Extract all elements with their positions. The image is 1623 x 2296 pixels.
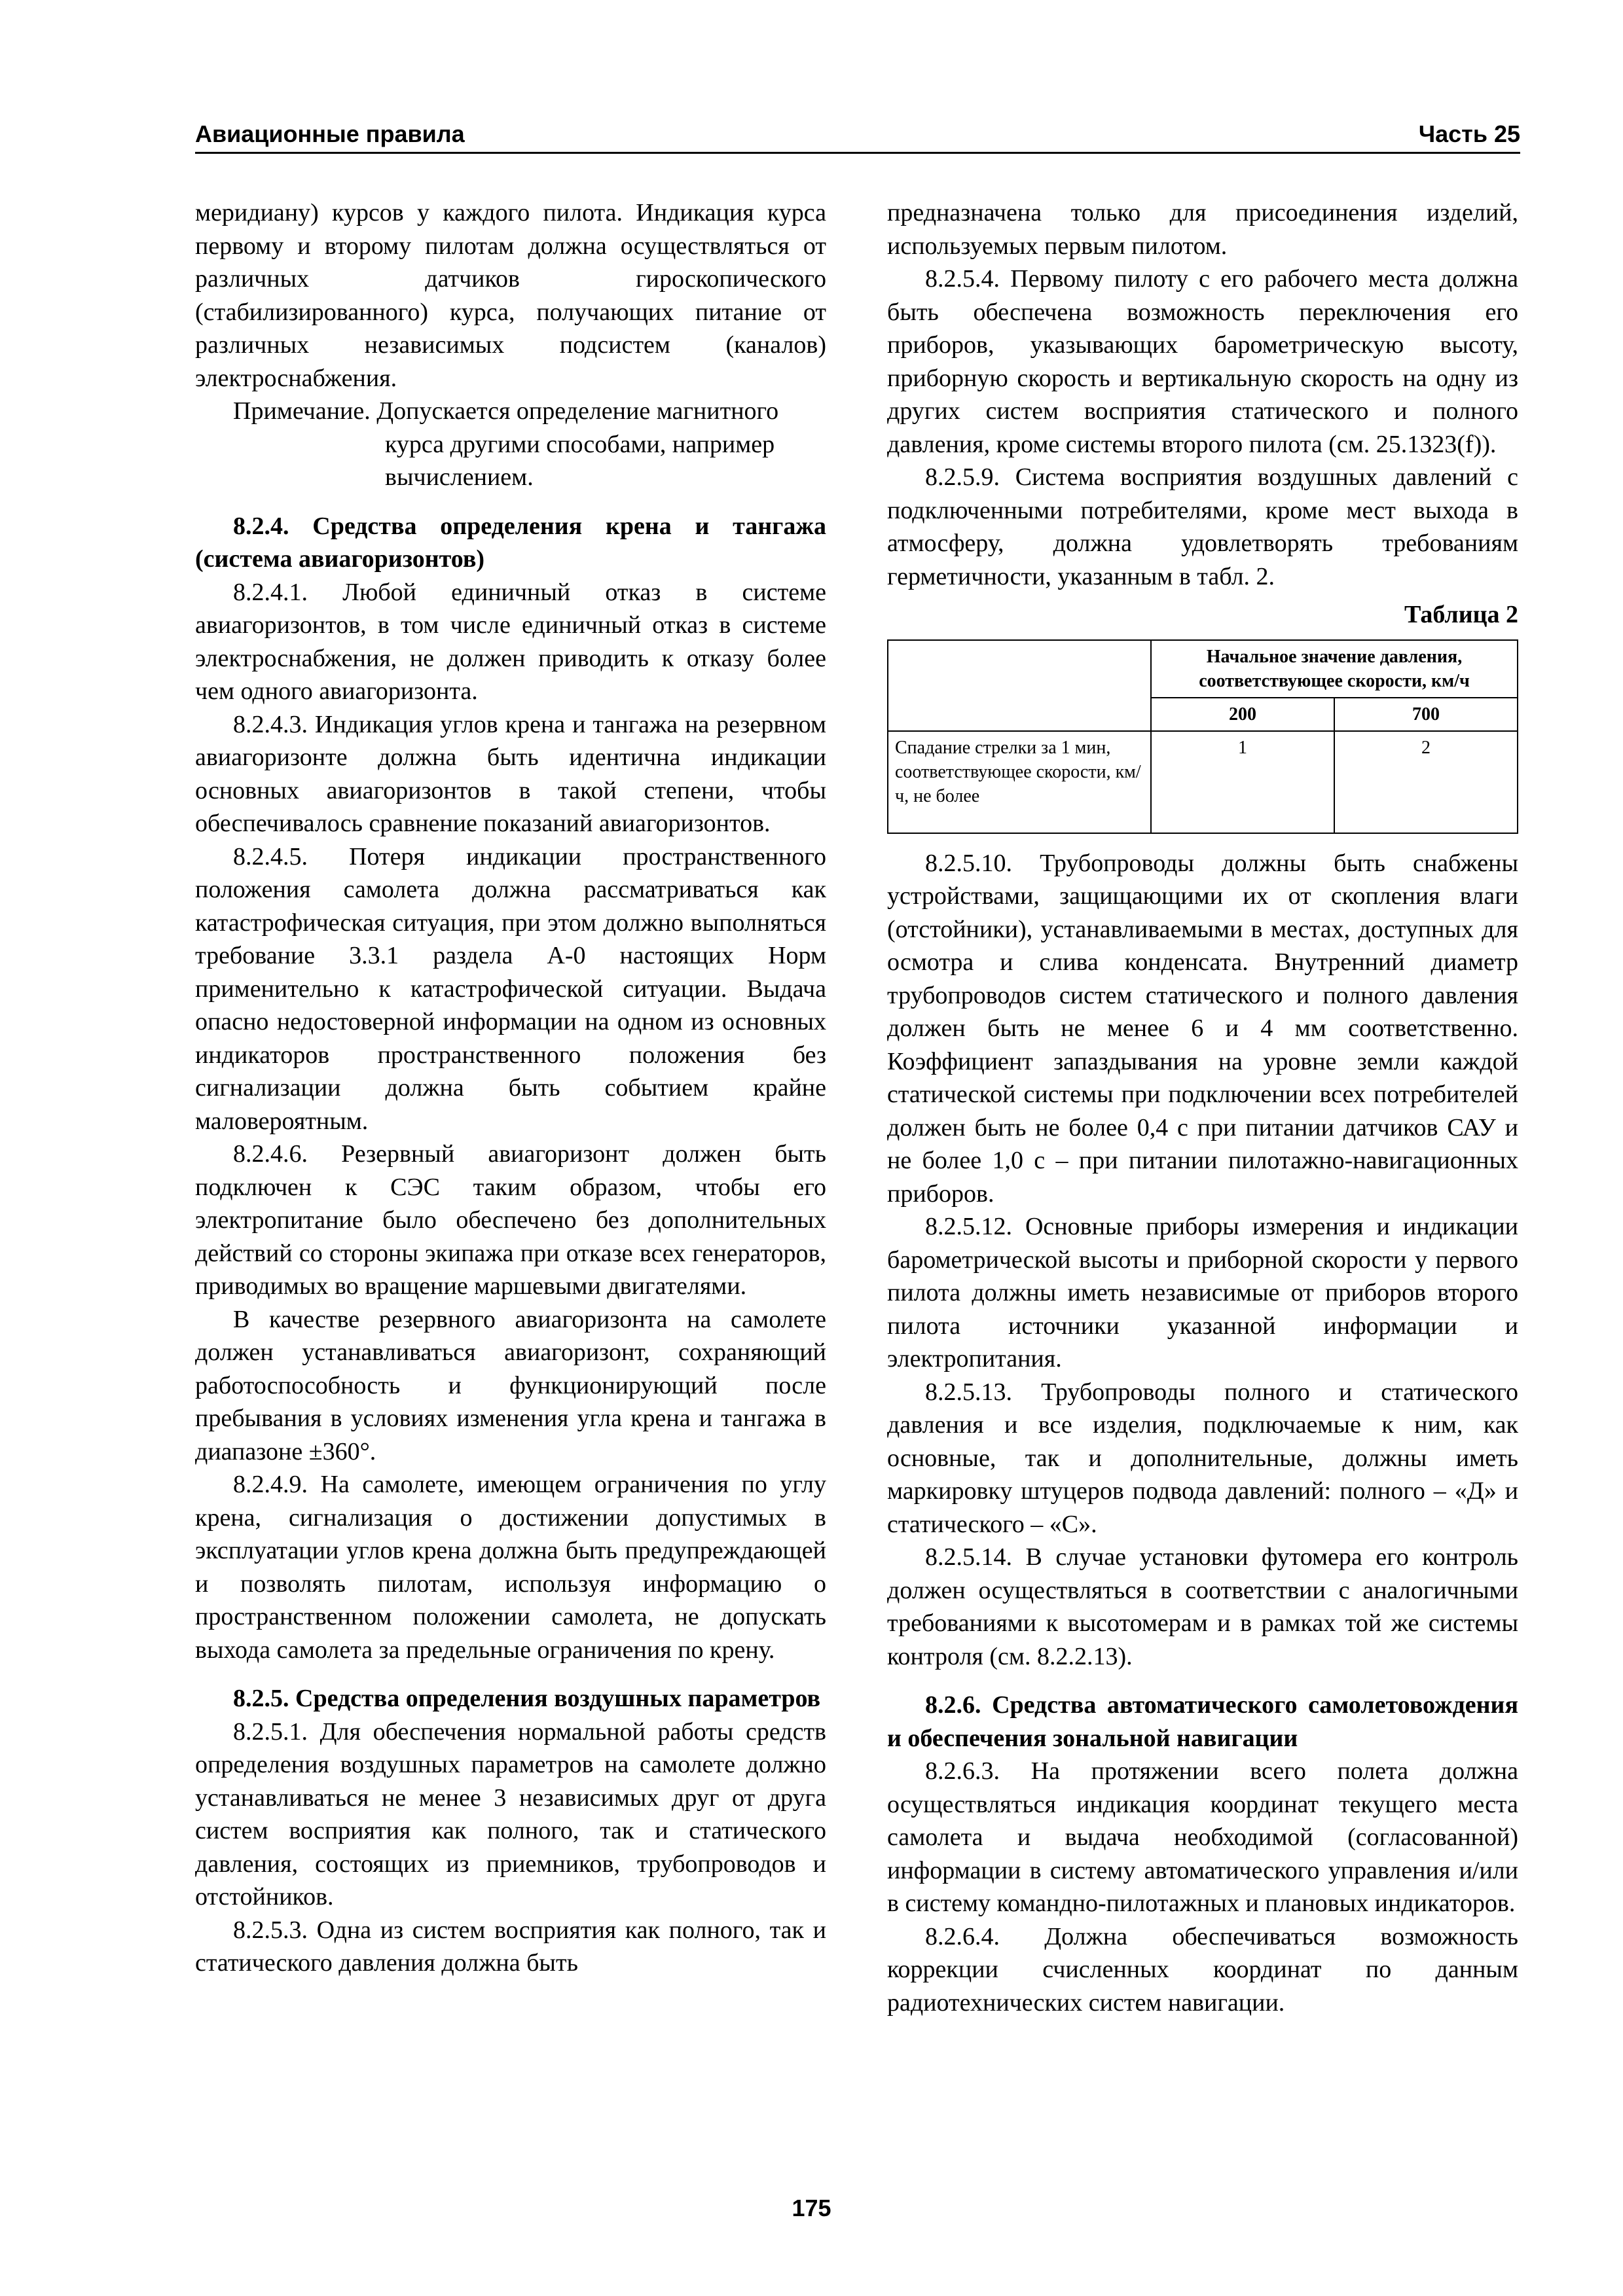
note-text: Допускается определение магнитного курса другими способами, например вычислением. bbox=[376, 397, 779, 491]
header-part: Часть 25 bbox=[1418, 120, 1520, 147]
paragraph-8-2-6-4: 8.2.6.4. Должна обеспечиваться возможность коррекции счисленных координат по данным радиотехнических систем навигации. bbox=[887, 1922, 1518, 2017]
paragraph-8-2-5-13: 8.2.5.13. Трубопроводы полного и статического давления и все изделия, подключаемые к ним, как основные, так и дополнительные, должны иметь маркировку штуцеров подвода давлений: полного – «Д» и статического – «С». bbox=[887, 1378, 1518, 1538]
running-header bbox=[195, 115, 1520, 154]
table-header-group: Начальное значение давления, соответствующее скорости, км/ч bbox=[1151, 640, 1518, 698]
table-empty-corner bbox=[888, 640, 1151, 731]
table-col-700: 700 bbox=[1334, 698, 1518, 731]
paragraph-8-2-4-6: 8.2.4.6. Резервный авиагоризонт должен быть подключен к СЭС таким образом, чтобы его электропитание было обеспечено без дополнительных действий со стороны экипажа при отказе всех генераторов, приводимых во вращение маршевыми двигателями. bbox=[195, 1140, 826, 1300]
paragraph-8-2-5-3: 8.2.5.3. Одна из систем восприятия как полного, так и статического давления должна быть bbox=[195, 1916, 826, 1977]
table-row-label: Спадание стрелки за 1 мин, соответствующее скорости, км/ч, не более bbox=[888, 731, 1151, 833]
right-column bbox=[887, 196, 1518, 2019]
paragraph-8-2-5-9: 8.2.5.9. Система восприятия воздушных давлений с подключенными потребителями, кроме мест выхода в атмосферу, должна удовлетворять требованиям герметичности, указанным в табл. 2. bbox=[887, 463, 1518, 590]
paragraph: меридиану) курсов у каждого пилота. Индикация курса первому и второму пилотам должна осуществляться от различных датчиков гироскопического (стабилизированного) курса, получающих питание от различных независимых подсистем (каналов) электроснабжения. bbox=[195, 199, 826, 392]
paragraph-8-2-5-1: 8.2.5.1. Для обеспечения нормальной работы средств определения воздушных параметров на самолете должно устанавливаться не менее 3 независимых друг от друга систем восприятия как полного, так и статического давления, состоящих из приемников, трубопроводов и отстойников. bbox=[195, 1717, 826, 1910]
table-cell-200: 1 bbox=[1151, 731, 1334, 833]
paragraph: предназначена только для присоединения изделий, используемых первым пилотом. bbox=[887, 199, 1518, 260]
header-title: Авиационные правила bbox=[195, 120, 465, 147]
section-heading-8-2-5: 8.2.5. Средства определения воздушных параметров bbox=[233, 1685, 821, 1712]
paragraph-8-2-5-10: 8.2.5.10. Трубопроводы должны быть снабжены устройствами, защищающими их от скопления влаги (отстойники), устанавливаемыми в местах, доступных для осмотра и слива конденсата. Внутренний диаметр трубопроводов систем статического и полного давления должен быть не менее 6 и 4 мм соответственно. Коэффициент запаздывания на уровне земли каждой статической системы при подключении всех потребителей должен быть не более 0,4 с при питании датчиков САУ и не более 1,0 с – при питании пилотажно-навигационных приборов. bbox=[887, 849, 1518, 1208]
paragraph-8-2-5-12: 8.2.5.12. Основные приборы измерения и индикации барометрической высоты и приборной скорости у первого пилота должны иметь независимые от приборов второго пилота источники указанной информации и электропитания. bbox=[887, 1213, 1518, 1372]
section-heading-8-2-6: 8.2.6. Средства автоматического самолетовождения и обеспечения зональной навигации bbox=[887, 1691, 1518, 1752]
page-number: 175 bbox=[792, 2195, 831, 2221]
pressure-table bbox=[887, 639, 1518, 834]
note bbox=[195, 395, 826, 494]
table-cell-700: 2 bbox=[1334, 731, 1518, 833]
paragraph-reserve-horizon: В качестве резервного авиагоризонта на самолете должен устанавливаться авиагоризонт, сохраняющий работоспособность и функционирующий после пребывания в условиях изменения угла крена и тангажа в диапазоне ±360°. bbox=[195, 1305, 826, 1465]
paragraph-8-2-4-5: 8.2.4.5. Потеря индикации пространственного положения самолета должна рассматриваться как катастрофическая ситуация, при этом должно выполняться требование 3.3.1 раздела А-0 настоящих Норм применительно к катастрофической ситуации. Выдача опасно недостоверной информации на одном из основных индикаторов пространственного положения без сигнализации должна быть событием крайне маловероятным. bbox=[195, 842, 826, 1135]
paragraph-8-2-4-9: 8.2.4.9. На самолете, имеющем ограничения по углу крена, сигнализация о достижении допустимых в эксплуатации углов крена должна быть предупреждающей и позволять пилотам, используя информацию о пространственном положении самолета, не допускать выхода самолета за предельные ограничения по крену. bbox=[195, 1471, 826, 1664]
table-caption: Таблица 2 bbox=[1404, 601, 1518, 628]
left-column bbox=[195, 196, 826, 1980]
paragraph-8-2-4-3: 8.2.4.3. Индикация углов крена и тангажа на резервном авиагоризонте должна быть идентична индикации основных авиагоризонтов в такой степени, чтобы обеспечивалось сравнение показаний авиагоризонтов. bbox=[195, 710, 826, 837]
paragraph-8-2-5-4: 8.2.5.4. Первому пилоту с его рабочего места должна быть обеспечена возможность переключения его приборов, указывающих барометрическую высоту, приборную скорость и вертикальную скорость на одну из других систем восприятия статического и полного давления, кроме системы второго пилота (см. 25.1323(f)). bbox=[887, 265, 1518, 458]
section-heading-8-2-4: 8.2.4. Средства определения крена и тангажа (система авиагоризонтов) bbox=[195, 512, 826, 573]
paragraph-8-2-6-3: 8.2.6.3. На протяжении всего полета должна осуществляться индикация координат текущего места самолета и выдача необходимой (согласованной) информации в систему автоматического управления и/или в систему командно-пилотажных и плановых индикаторов. bbox=[887, 1757, 1518, 1917]
table-col-200: 200 bbox=[1151, 698, 1334, 731]
paragraph-8-2-4-1: 8.2.4.1. Любой единичный отказ в системе авиагоризонтов, в том числе единичный отказ в системе электроснабжения, не должен приводить к отказу более чем одного авиагоризонта. bbox=[195, 578, 826, 705]
note-label: Примечание. bbox=[233, 397, 371, 425]
paragraph-8-2-5-14: 8.2.5.14. В случае установки футомера его контроль должен осуществляться в соответствии с аналогичными требованиями к высотомерам и в рамках той же системы контроля (см. 8.2.2.13). bbox=[887, 1543, 1518, 1670]
